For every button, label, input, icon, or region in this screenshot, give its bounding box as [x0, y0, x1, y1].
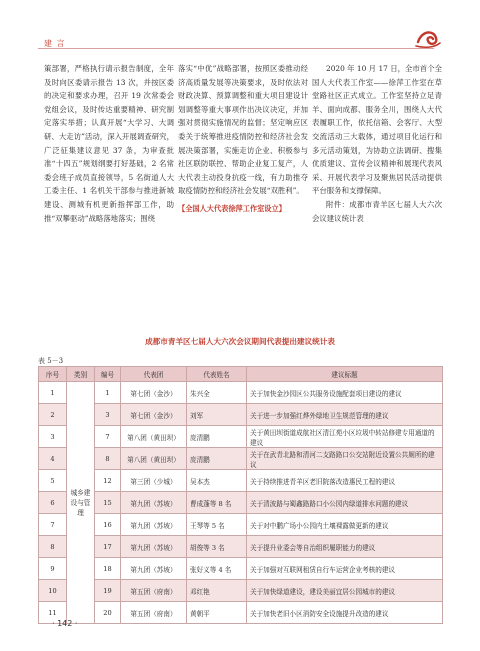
cell-delegate-name: 庞清鹏	[187, 426, 247, 448]
cell-delegate-name: 曹成蓬等 8 名	[187, 492, 247, 514]
page-header	[0, 0, 480, 52]
proposals-table	[38, 366, 443, 624]
cell-proposal-title: 关于持续推进青羊区老旧院落改造惠民工程的建议	[247, 470, 443, 492]
cell-proposal-title: 关于加强对互联网租赁自行车运营企业考核的建议	[247, 558, 443, 580]
cell-category: 城乡建设与管理	[67, 382, 95, 624]
cell-delegate-name: 胡俊等 3 名	[187, 536, 247, 558]
cell-seq: 3	[39, 426, 67, 448]
header-number: 编号	[95, 367, 121, 382]
cell-proposal-title: 关于对中鹏广场小公园内土壤裸露做更新的建议	[247, 514, 443, 536]
table-row	[39, 536, 443, 558]
cell-proposal-title: 关于黄田坝街道成航社区清江苑小区垃圾中转站修建专用通道的建议	[247, 426, 443, 448]
page-number: · 142 ·	[52, 619, 78, 628]
cell-delegation: 第九团（苏坡）	[121, 514, 187, 536]
cell-number: 18	[95, 558, 121, 580]
paragraph: 落实“中优”战略部署，按照区委推动经济高质量发展等决策要求，及时依法对财政决算、预算调整和重大项目建设计划调整等重大事项作出决议决定，并加强对贯彻实施情况的监督；坚定响应区委关于统筹推进疫情防控和经济社会发展决策部署，实施走访企业、积极参与社区联防联控、帮助企业复工复产，人大代表主动投身抗疫一线，有力助推夺取疫情防控和经济社会发展“双胜利”。	[178, 64, 308, 196]
cell-seq: 11	[39, 602, 67, 624]
table-row	[39, 448, 443, 470]
cell-proposal-title: 关于加快金沙园区公共服务设施配套项目建设的建议	[247, 382, 443, 404]
cell-proposal-title: 关于进一步加强红烨外绿地卫生规范管理的建议	[247, 404, 443, 426]
header-proposal-title: 建议标题	[247, 367, 443, 382]
attachment-note: 附件：成都市青羊区七届人大六次会议建议统计表	[312, 199, 442, 223]
cell-delegation: 第五团（府南）	[121, 580, 187, 602]
paragraph: 2020 年 10 月 17 日，全市首个全国人大代表工作室——徐萍工作室在草堂路社区正式成立。工作室坚持立足青羊、面向成都、服务全川，围绕人大代表履职工作，依托信箱、会客厅、大型交流活动三大载体，通过项目化运行和多元活动策划，为协助立法调研、搜集优质建议、宣传会议精神和展现代表风采、开展代表学习及聚焦居民活动提供平台服务和支撑保障。	[312, 64, 442, 196]
cell-number: 15	[95, 492, 121, 514]
cell-seq: 9	[39, 558, 67, 580]
header-delegation: 代表团	[121, 367, 187, 382]
cell-proposal-title: 关于清波路与蜀鑫路路口小公园内绿道排水问题的建议	[247, 492, 443, 514]
paragraph: 策部署，严格执行请示报告制度，全年及时向区委请示报告 13 次，并按区委的决定和要求办理，召开 19 次常委会党组会议，及时传达重要精神、研究制定落实举措；认真开展“大学习、大调研、大走访”活动，深入开展调查研究，广泛征集建议意见 37 条，为审查批准“十四五”规划纲要打好基础，2 名常委会班子成员直接领导，5 名街道人大工委主任、1 名机关干部参与推进新城建设、测城有机更新指挥部工作，助推“双攀驱动”战略落地落实；围绕	[44, 64, 174, 223]
table-header-row	[39, 367, 443, 382]
cell-delegation: 第九团（苏坡）	[121, 492, 187, 514]
cell-number: 20	[95, 602, 121, 624]
table-row	[39, 404, 443, 426]
cell-seq: 10	[39, 580, 67, 602]
cell-delegation: 第五团（府南）	[121, 602, 187, 624]
cell-seq: 8	[39, 536, 67, 558]
table-label: 表 5－3	[38, 357, 64, 365]
cell-delegate-name: 邓红艳	[187, 580, 247, 602]
cell-seq: 2	[39, 404, 67, 426]
table-row	[39, 558, 443, 580]
cell-delegation: 第九团（苏坡）	[121, 536, 187, 558]
section-heading: 【全国人大代表徐萍工作室设立】	[178, 203, 286, 213]
section-label: 建 言	[44, 39, 66, 48]
cell-delegate-name: 王琴等 5 名	[187, 514, 247, 536]
header-seq: 序号	[39, 367, 67, 382]
swirl-logo-icon	[414, 26, 442, 50]
cell-number: 3	[95, 404, 121, 426]
cell-delegate-name: 朱兴全	[187, 382, 247, 404]
cell-number: 17	[95, 536, 121, 558]
table-row	[39, 602, 443, 624]
cell-number: 12	[95, 470, 121, 492]
body-column-2	[178, 62, 308, 216]
cell-number: 8	[95, 448, 121, 470]
cell-proposal-title: 关于提升业委会等自治组织履职能力的建议	[247, 536, 443, 558]
cell-seq: 1	[39, 382, 67, 404]
cell-delegation: 第七团（金沙）	[121, 404, 187, 426]
header-rule	[38, 48, 434, 49]
cell-delegation: 第三团（少城）	[121, 470, 187, 492]
cell-proposal-title: 关于在武青北路和清河二支路路口公交站附近设置公共厕所的建议	[247, 448, 443, 470]
cell-delegate-name: 庞清鹏	[187, 448, 247, 470]
table-row	[39, 382, 443, 404]
cell-number: 19	[95, 580, 121, 602]
header-category: 类别	[67, 367, 95, 382]
table-row	[39, 580, 443, 602]
cell-delegate-name: 吴本杰	[187, 470, 247, 492]
table-row	[39, 470, 443, 492]
cell-delegation: 第八团（黄田坝）	[121, 448, 187, 470]
cell-seq: 6	[39, 492, 67, 514]
cell-delegate-name: 刘军	[187, 404, 247, 426]
cell-delegation: 第八团（黄田坝）	[121, 426, 187, 448]
table-row	[39, 514, 443, 536]
cell-proposal-title: 关于加快绿道建设，建设美丽宜居公园城市的建议	[247, 580, 443, 602]
cell-number: 16	[95, 514, 121, 536]
cell-seq: 5	[39, 470, 67, 492]
body-column-3	[312, 62, 442, 225]
cell-number: 7	[95, 426, 121, 448]
header-delegate-name: 代表姓名	[187, 367, 247, 382]
table-row	[39, 426, 443, 448]
cell-number: 1	[95, 382, 121, 404]
cell-seq: 4	[39, 448, 67, 470]
body-column-1	[44, 62, 174, 225]
table-title: 成都市青羊区七届人大六次会议期间代表提出建议统计表	[145, 337, 335, 346]
cell-delegate-name: 张好义等 4 名	[187, 558, 247, 580]
cell-delegation: 第七团（金沙）	[121, 382, 187, 404]
cell-delegation: 第九团（苏坡）	[121, 558, 187, 580]
table-row	[39, 492, 443, 514]
cell-delegate-name: 黄朝平	[187, 602, 247, 624]
cell-seq: 7	[39, 514, 67, 536]
cell-proposal-title: 关于加快老旧小区消防安全设施提升改造的建议	[247, 602, 443, 624]
